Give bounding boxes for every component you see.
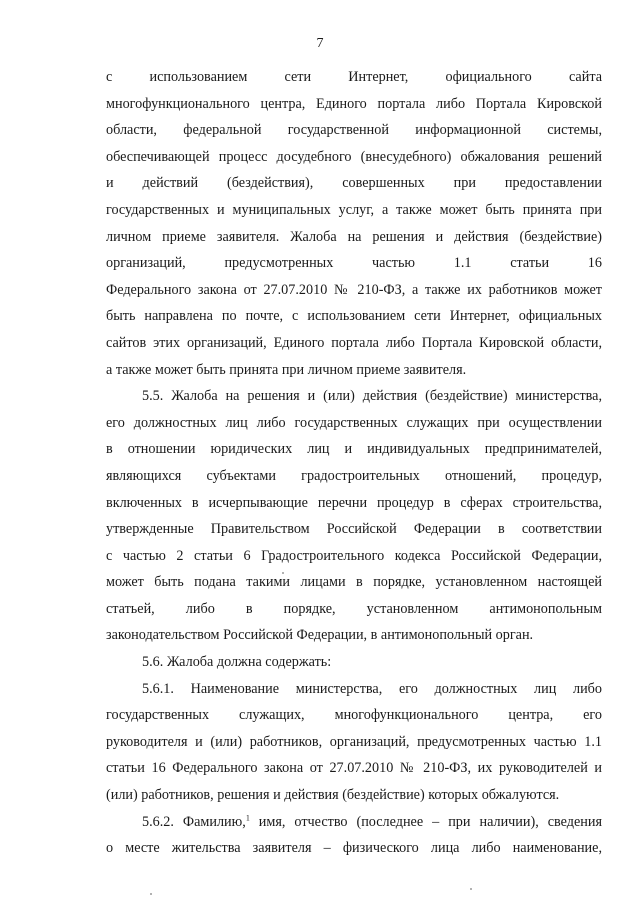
scan-speck — [470, 888, 472, 890]
footnote-marker: 1 — [245, 812, 250, 822]
text-line: обеспечивающей процесс досудебного (внесудебного) обжалования решений — [106, 148, 602, 165]
paragraph-5-6-1-first-line: 5.6.1. Наименование министерства, его должностных лиц либо — [142, 680, 602, 697]
text-line: многофункционального центра, Единого портала либо Портала Кировской — [106, 95, 602, 112]
text-line: в отношении юридических лиц и индивидуальных предпринимателей, — [106, 441, 602, 458]
text-line: организаций, предусмотренных частью 1.1 статьи 16 — [106, 255, 602, 272]
text-line: быть направлена по почте, с использованием сети Интернет, официальных — [106, 308, 602, 325]
paragraph-5-6-heading: 5.6. Жалоба должна содержать: — [142, 654, 332, 671]
text-line: утвержденные Правительством Российской Федерации в соответствии — [106, 521, 602, 538]
text-line: (или) работников, решения и действия (бездействие) которых обжалуются. — [106, 787, 560, 804]
text-line: области, федеральной государственной информационной системы, — [106, 122, 602, 139]
paragraph-5-5-first-line: 5.5. Жалоба на решения и (или) действия (бездействие) министерства, — [142, 388, 602, 405]
text-line: законодательством Российской Федерации, в антимонопольный орган. — [106, 627, 534, 644]
text-segment: имя, отчество (последнее – при наличии), сведения — [249, 813, 602, 830]
text-line: Федерального закона от 27.07.2010 № 210-ФЗ, а также их работников может — [106, 281, 602, 298]
text-line: может быть подана такими лицами в порядке, установленном настоящей — [106, 574, 602, 591]
text-line: о месте жительства заявителя – физического лица либо наименование, — [106, 840, 602, 857]
text-line: с частью 2 статьи 6 Градостроительного кодекса Российской Федерации, — [106, 547, 602, 564]
text-line: личном приеме заявителя. Жалоба на решения и действия (бездействие) — [106, 228, 602, 245]
paragraph-5-6-2-first-line — [106, 809, 602, 836]
text-line: государственных и муниципальных услуг, а также может быть принята при — [106, 201, 602, 218]
scan-speck — [150, 893, 152, 895]
text-line: с использованием сети Интернет, официального сайта — [106, 69, 602, 85]
text-line: статьи 16 Федерального закона от 27.07.2010 № 210-ФЗ, их руководителей и — [106, 760, 602, 777]
page-number: 7 — [316, 36, 324, 51]
scan-speck — [282, 572, 284, 574]
text-line: статьей, либо в порядке, установленном антимонопольным — [106, 600, 602, 617]
text-line: и действий (бездействия), совершенных при предоставлении — [106, 175, 602, 192]
text-line: его должностных лиц либо государственных служащих при осуществлении — [106, 414, 602, 431]
text-line: включенных в исчерпывающие перечни процедур в сферах строительства, — [106, 494, 602, 511]
document-body — [106, 64, 602, 862]
text-line: государственных служащих, многофункционального центра, его — [106, 707, 602, 724]
text-line: сайтов этих организаций, Единого портала либо Портала Кировской области, — [106, 334, 602, 351]
text-line: являющихся субъектами градостроительных отношений, процедур, — [106, 467, 602, 484]
text-segment: 5.6.2. Фамилию, — [142, 813, 246, 830]
text-line: руководителя и (или) работников, организаций, предусмотренных частью 1.1 — [106, 733, 602, 750]
text-line: а также может быть принята при личном приеме заявителя. — [106, 361, 467, 378]
